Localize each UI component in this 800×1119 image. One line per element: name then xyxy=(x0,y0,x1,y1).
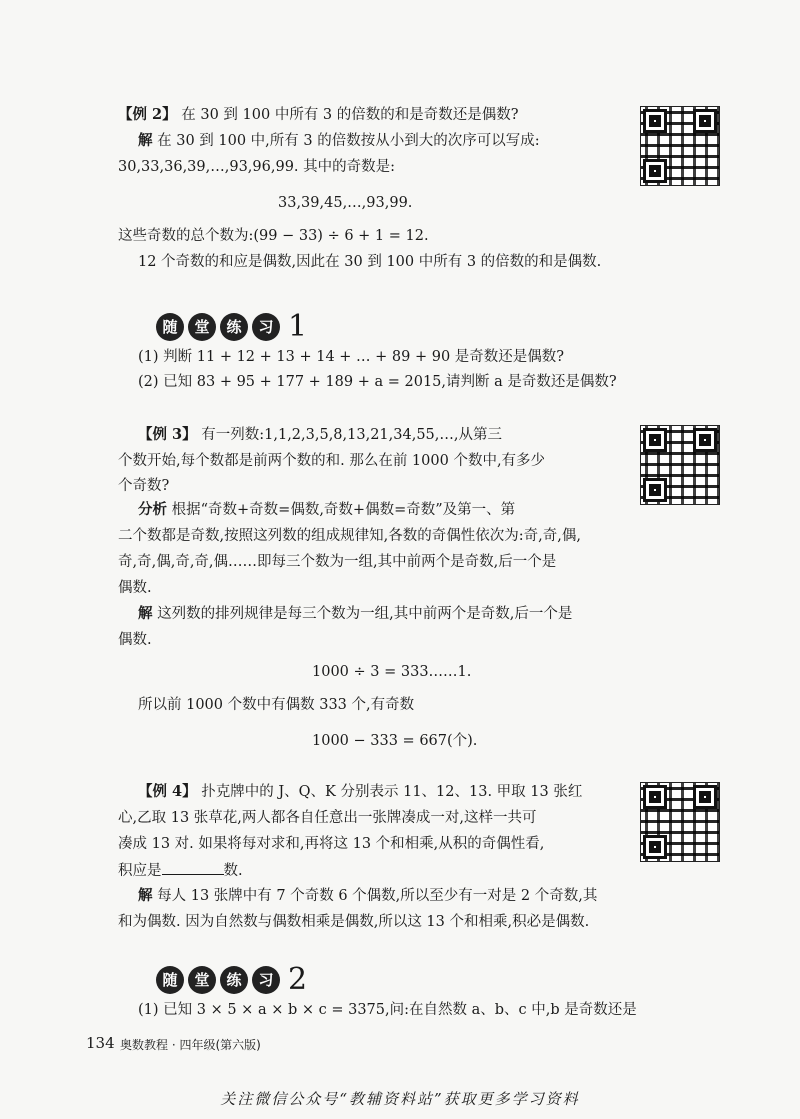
practice-char: 堂 xyxy=(188,966,216,994)
qr-code xyxy=(640,425,720,505)
example2-solution: 解 在 30 到 100 中,所有 3 的倍数按从小到大的次序可以写成: xyxy=(138,132,540,149)
example2-conclusion: 12 个奇数的和应是偶数,因此在 30 到 100 中所有 3 的倍数的和是偶数. xyxy=(138,254,602,270)
page-number: 134 xyxy=(86,1034,115,1052)
practice1-item: (1) 判断 11 + 12 + 13 + 14 + … + 89 + 90 是奇数还是偶数? xyxy=(138,349,565,365)
example3-analysis-line: 奇,奇,偶,奇,奇,偶……即每三个数为一组,其中前两个是奇数,后一个是 xyxy=(118,554,557,570)
example3-question-line: 个奇数? xyxy=(118,478,170,494)
example2-question: 【例 2】 在 30 到 100 中所有 3 的倍数的和是奇数还是偶数? xyxy=(118,106,519,123)
example4-solution: 解 每人 13 张牌中有 7 个奇数 6 个偶数,所以至少有一对是 2 个奇数,其 xyxy=(138,887,598,904)
practice-char: 随 xyxy=(156,966,184,994)
analysis-label: 分析 xyxy=(138,501,167,518)
practice-char: 练 xyxy=(220,313,248,341)
example4-question: 【例 4】 扑克牌中的 J、Q、K 分别表示 11、12、13. 甲取 13 张红 xyxy=(138,783,583,800)
example2-odd-list: 33,39,45,…,93,99. xyxy=(278,195,413,211)
practice1-item: (2) 已知 83 + 95 + 177 + 189 + a = 2015,请判断 a 是奇数还是偶数? xyxy=(138,374,617,390)
qr-code xyxy=(640,782,720,862)
practice2-item: (1) 已知 3 × 5 × a × b × c = 3375,问:在自然数 a、b、c 中,b 是奇数还是 xyxy=(138,1002,637,1018)
example4-question-line: 凑成 13 对. 如果将每对求和,再将这 13 个和相乘,从积的奇偶性看, xyxy=(118,836,545,852)
book-title: 奥数教程 · 四年级(第六版) xyxy=(120,1038,261,1052)
example4-solution-line: 和为偶数. 因为自然数与偶数相乘是偶数,所以这 13 个和相乘,积必是偶数. xyxy=(118,914,590,930)
example2-title: 【例 2】 xyxy=(118,106,177,123)
solution-label: 解 xyxy=(138,132,153,149)
example3-analysis-line: 偶数. xyxy=(118,580,152,596)
qr-code xyxy=(640,106,720,186)
example3-solution: 解 这列数的排列规律是每三个数为一组,其中前两个是奇数,后一个是 xyxy=(138,605,573,622)
example3-question-line: 个数开始,每个数都是前两个数的和. 那么在前 1000 个数中,有多少 xyxy=(118,453,546,469)
example3-equation: 1000 ÷ 3 = 333……1. xyxy=(312,664,472,680)
practice-char: 习 xyxy=(252,966,280,994)
answer-blank xyxy=(162,860,224,875)
practice-char: 习 xyxy=(252,313,280,341)
example4-title: 【例 4】 xyxy=(138,783,197,800)
example3-solution-line: 偶数. xyxy=(118,632,152,648)
solution-label: 解 xyxy=(138,605,153,622)
example3-question: 【例 3】 有一列数:1,1,2,3,5,8,13,21,34,55,…,从第三 xyxy=(138,426,502,443)
practice-heading-1 xyxy=(156,309,307,344)
example4-question-line: 积应是 数. xyxy=(118,860,243,881)
example3-analysis-line: 二个数都是奇数,按照这列数的组成规律知,各数的奇偶性依次为:奇,奇,偶, xyxy=(118,528,581,544)
example3-title: 【例 3】 xyxy=(138,426,197,443)
example2-sequence: 30,33,36,39,…,93,96,99. 其中的奇数是: xyxy=(118,159,396,175)
practice-char: 练 xyxy=(220,966,248,994)
practice-char: 随 xyxy=(156,313,184,341)
solution-label: 解 xyxy=(138,887,153,904)
example3-solution-line: 所以前 1000 个数中有偶数 333 个,有奇数 xyxy=(138,697,415,713)
example4-question-line: 心,乙取 13 张草花,两人都各自任意出一张牌凑成一对,这样一共可 xyxy=(118,810,537,826)
practice-number: 2 xyxy=(288,962,308,997)
watermark-note: 关注微信公众号“教辅资料站”获取更多学习资料 xyxy=(220,1090,580,1108)
example3-analysis: 分析 根据“奇数+奇数=偶数,奇数+偶数=奇数”及第一、第 xyxy=(138,501,516,518)
example2-count: 这些奇数的总个数为:(99 − 33) ÷ 6 + 1 = 12. xyxy=(118,228,429,244)
practice-char: 堂 xyxy=(188,313,216,341)
practice-number: 1 xyxy=(288,309,308,344)
example3-equation: 1000 − 333 = 667(个). xyxy=(312,733,478,749)
practice-heading-2 xyxy=(156,962,307,997)
